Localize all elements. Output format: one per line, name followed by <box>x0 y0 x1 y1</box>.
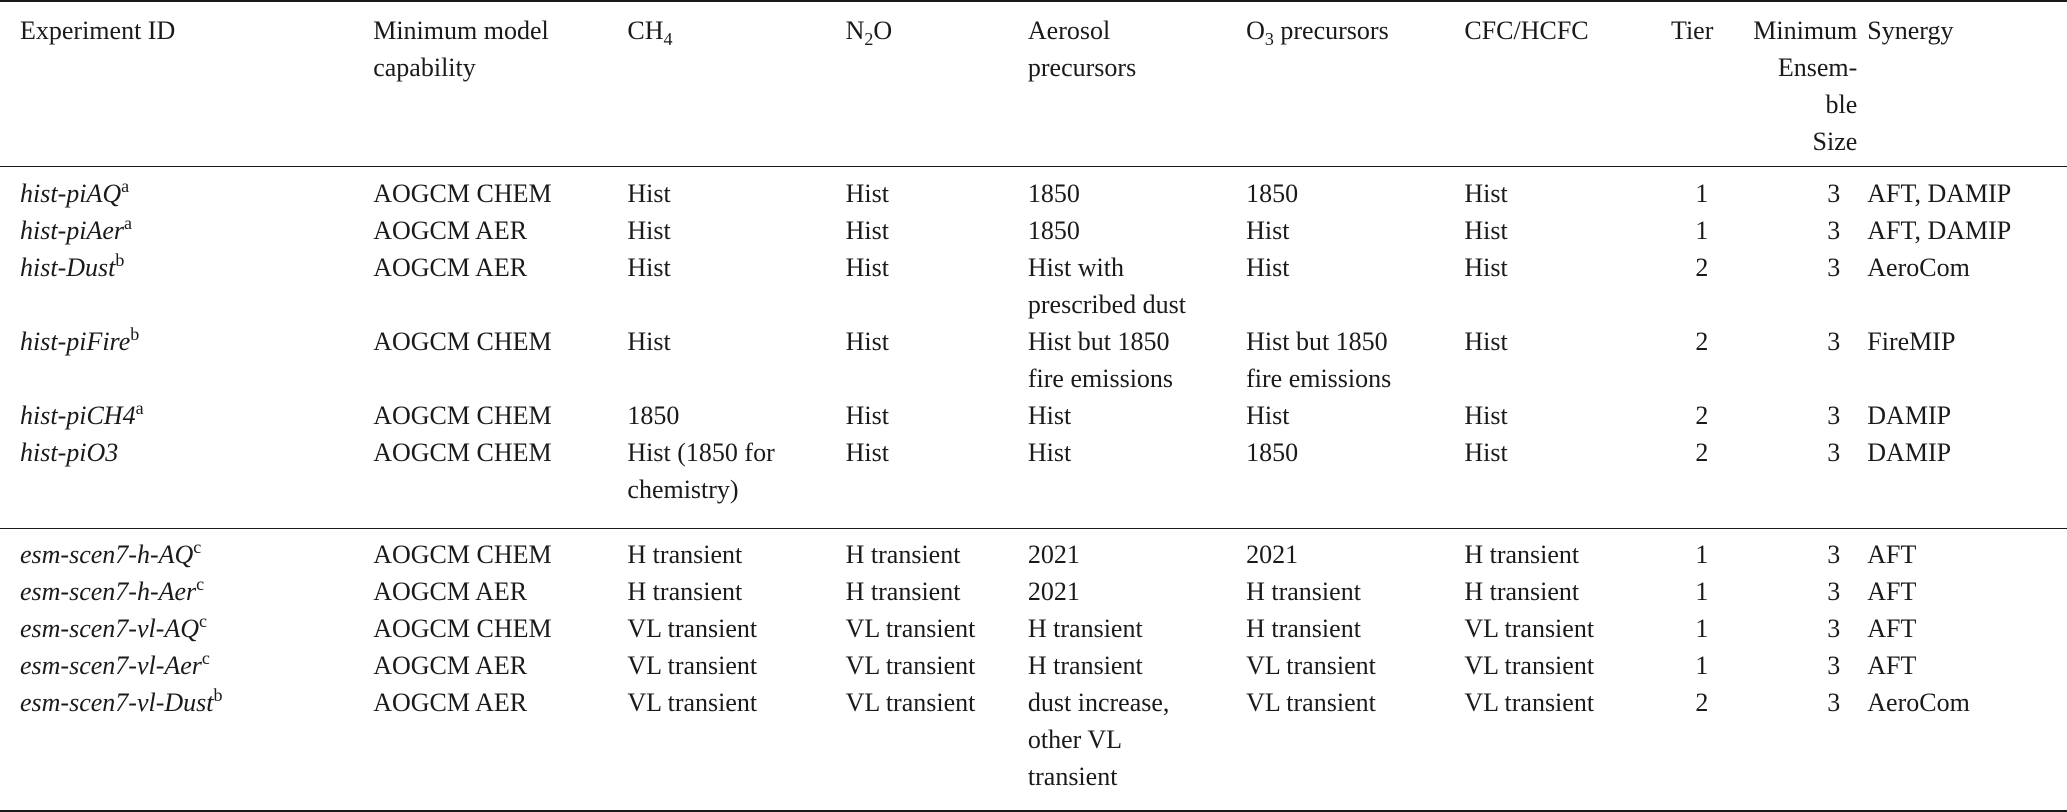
ensemble-size-cell: 3 <box>1827 179 1841 208</box>
tier-cell: 1 <box>1695 216 1709 245</box>
table-row <box>0 323 2067 397</box>
cell-line: VL transient <box>1246 651 1376 680</box>
synergy-cell: AFT, DAMIP <box>1867 216 2012 245</box>
header-model-capability: Minimum model capability <box>373 16 549 82</box>
table-row <box>0 212 2067 249</box>
synergy-cell: AFT, DAMIP <box>1867 179 2012 208</box>
table-row <box>0 684 2067 795</box>
cell-line: Hist but 1850 <box>1027 327 1170 356</box>
aerosol-precursors-cell <box>1028 323 1246 397</box>
cell-line: 2021 <box>1027 540 1080 569</box>
cell-line: VL transient <box>627 614 758 643</box>
ensemble-size-cell: 3 <box>1827 540 1841 569</box>
cfc-hcfc-cell: Hist <box>1464 216 1508 245</box>
ch4-cell <box>627 610 845 647</box>
o3-precursors-cell <box>1246 249 1464 323</box>
cell-line: Hist <box>627 253 671 282</box>
experiment-id: hist-piCH4 <box>20 401 136 430</box>
model-capability-cell: AOGCM CHEM <box>373 179 552 208</box>
cell-line: 2021 <box>1027 577 1080 606</box>
header-synergy: Synergy <box>1867 16 1954 45</box>
ch4-cell <box>627 515 845 573</box>
header-experiment-id: Experiment ID <box>20 16 176 45</box>
o3-precursors-cell <box>1246 684 1464 795</box>
table-row <box>0 160 2067 212</box>
cell-line: Hist <box>627 179 671 208</box>
table-row <box>0 249 2067 323</box>
cell-line: H transient <box>1027 651 1143 680</box>
model-capability-cell: AOGCM AER <box>373 216 528 245</box>
ensemble-size-cell: 3 <box>1827 401 1841 430</box>
tier-cell: 2 <box>1695 327 1709 356</box>
synergy-cell: AFT <box>1867 540 1917 569</box>
o3-precursors-cell <box>1246 573 1464 610</box>
aerosol-precursors-cell <box>1028 249 1246 323</box>
cell-line: Hist <box>1027 438 1072 467</box>
experiment-id: esm-scen7-vl-Dust <box>20 688 214 717</box>
n2o-cell: VL transient <box>845 651 976 680</box>
cell-line: Hist (1850 for <box>627 438 775 467</box>
model-capability-cell: AOGCM CHEM <box>373 438 552 467</box>
aerosol-precursors-cell <box>1028 647 1246 684</box>
n2o-cell: Hist <box>845 401 889 430</box>
experiment-id: esm-scen7-vl-Aer <box>20 651 202 680</box>
table-row <box>0 434 2067 515</box>
experiment-id-cell <box>0 573 373 610</box>
experiment-id-cell <box>0 515 373 573</box>
cell-line: H transient <box>627 577 743 606</box>
cell-line: H transient <box>627 540 743 569</box>
header-aerosol-precursors: Aerosol precursors <box>1027 16 1137 82</box>
n2o-cell: Hist <box>845 216 889 245</box>
footnote-marker: b <box>130 324 140 344</box>
synergy-cell: AFT <box>1867 651 1917 680</box>
cfc-hcfc-cell: Hist <box>1464 179 1508 208</box>
cfc-hcfc-cell: Hist <box>1464 438 1508 467</box>
cell-line: 1850 <box>1246 438 1299 467</box>
cfc-hcfc-cell: VL transient <box>1464 651 1595 680</box>
cell-line: H transient <box>1027 614 1143 643</box>
aerosol-precursors-cell <box>1028 610 1246 647</box>
footnote-marker: c <box>199 611 208 631</box>
header-ch4: $CH_4$ <box>627 16 673 49</box>
experiment-id: esm-scen7-vl-AQ <box>20 614 200 643</box>
cell-line: Hist <box>1246 216 1290 245</box>
experiment-id-cell <box>0 249 373 323</box>
n2o-cell: VL transient <box>845 688 976 717</box>
experiment-id-cell <box>0 684 373 795</box>
cell-line: VL transient <box>1246 688 1376 717</box>
cell-line: Hist <box>1246 401 1290 430</box>
table-row <box>0 573 2067 610</box>
footnote-marker: a <box>135 398 144 418</box>
tier-cell: 1 <box>1695 179 1709 208</box>
experiment-id: hist-piAQ <box>20 179 122 208</box>
footnote-marker: c <box>201 648 210 668</box>
tier-cell: 1 <box>1695 614 1709 643</box>
synergy-cell: AFT <box>1867 614 1917 643</box>
cell-line: Hist with <box>1027 253 1124 282</box>
cell-line: Hist <box>1246 253 1290 282</box>
header-cfc-hcfc: CFC/HCFC <box>1464 16 1589 45</box>
aerosol-precursors-cell <box>1028 212 1246 249</box>
cell-line: H transient <box>1246 577 1361 606</box>
cell-line: 1850 <box>627 401 680 430</box>
experiment-id: esm-scen7-h-AQ <box>20 540 194 569</box>
o3-precursors-cell <box>1246 515 1464 573</box>
header-row <box>0 0 2067 160</box>
cell-line: Hist <box>1027 401 1072 430</box>
model-capability-cell: AOGCM CHEM <box>373 327 552 356</box>
ch4-cell <box>627 647 845 684</box>
n2o-cell: Hist <box>845 438 889 467</box>
n2o-cell: VL transient <box>845 614 976 643</box>
synergy-cell: DAMIP <box>1867 401 1952 430</box>
o3-precursors-cell <box>1246 397 1464 434</box>
o3-precursors-cell <box>1246 647 1464 684</box>
ensemble-size-cell: 3 <box>1827 614 1841 643</box>
n2o-cell: Hist <box>845 327 889 356</box>
footnote-marker: b <box>115 250 125 270</box>
ch4-cell <box>627 160 845 212</box>
cfc-hcfc-cell: VL transient <box>1464 614 1595 643</box>
synergy-cell: AFT <box>1867 577 1917 606</box>
header-o3-precursors: $O_3$ precursors <box>1246 16 1389 49</box>
aerosol-precursors-cell <box>1028 434 1246 515</box>
n2o-cell: H transient <box>845 577 961 606</box>
cell-line: chemistry) <box>627 475 739 504</box>
model-capability-cell: AOGCM AER <box>373 688 528 717</box>
tier-cell: 1 <box>1695 651 1709 680</box>
ensemble-size-cell: 3 <box>1827 577 1841 606</box>
model-capability-cell: AOGCM AER <box>373 577 528 606</box>
cell-line: dust increase, <box>1027 688 1170 717</box>
table-row <box>0 610 2067 647</box>
header-tier: Tier <box>1670 16 1714 45</box>
cell-line: Hist <box>627 216 671 245</box>
experiment-id: hist-Dust <box>20 253 116 282</box>
cfc-hcfc-cell: Hist <box>1464 401 1508 430</box>
experiment-id: hist-piO3 <box>20 438 119 467</box>
table-row <box>0 397 2067 434</box>
synergy-cell: AeroCom <box>1867 253 1970 282</box>
o3-precursors-cell <box>1246 212 1464 249</box>
experiment-id-cell <box>0 212 373 249</box>
experiment-id: hist-piFire <box>20 327 131 356</box>
tier-cell: 1 <box>1695 577 1709 606</box>
cfc-hcfc-cell: VL transient <box>1464 688 1595 717</box>
cell-line: 1850 <box>1027 179 1080 208</box>
ensemble-size-cell: 3 <box>1827 216 1841 245</box>
n2o-cell: Hist <box>845 253 889 282</box>
ch4-cell <box>627 573 845 610</box>
aerosol-precursors-cell <box>1028 160 1246 212</box>
model-capability-cell: AOGCM AER <box>373 651 528 680</box>
cell-line: VL transient <box>627 651 758 680</box>
ensemble-size-cell: 3 <box>1827 327 1841 356</box>
table-row <box>0 647 2067 684</box>
ch4-cell <box>627 434 845 515</box>
cell-line: VL transient <box>627 688 758 717</box>
aerosol-precursors-cell <box>1028 515 1246 573</box>
cell-line: 2021 <box>1246 540 1299 569</box>
cell-line: 1850 <box>1246 179 1299 208</box>
footnote-marker: a <box>124 213 132 233</box>
model-capability-cell: AOGCM CHEM <box>373 614 552 643</box>
aerosol-precursors-cell <box>1028 684 1246 795</box>
cfc-hcfc-cell: Hist <box>1464 327 1508 356</box>
experiment-id-cell <box>0 397 373 434</box>
synergy-cell: FireMIP <box>1867 327 1956 356</box>
cell-line: fire emissions <box>1246 364 1392 393</box>
n2o-cell: Hist <box>845 179 889 208</box>
tier-cell: 2 <box>1695 438 1709 467</box>
table-row <box>0 515 2067 573</box>
experiment-id: hist-piAer <box>20 216 124 245</box>
table-header <box>0 0 2067 160</box>
n2o-cell: H transient <box>845 540 961 569</box>
cell-line: prescribed dust <box>1027 290 1187 319</box>
cfc-hcfc-cell: H transient <box>1464 577 1580 606</box>
experiment-id-cell <box>0 647 373 684</box>
cell-line: transient <box>1027 762 1118 791</box>
o3-precursors-cell <box>1246 610 1464 647</box>
o3-precursors-cell <box>1246 323 1464 397</box>
cell-line: 1850 <box>1027 216 1080 245</box>
cell-line: H transient <box>1246 614 1361 643</box>
synergy-cell: AeroCom <box>1867 688 1970 717</box>
cell-line: fire emissions <box>1027 364 1174 393</box>
experiment-id-cell <box>0 160 373 212</box>
ensemble-size-cell: 3 <box>1827 253 1841 282</box>
cfc-hcfc-cell: H transient <box>1464 540 1580 569</box>
ensemble-size-cell: 3 <box>1827 688 1841 717</box>
aerosol-precursors-cell <box>1028 397 1246 434</box>
tier-cell: 1 <box>1695 540 1709 569</box>
experiment-id: esm-scen7-h-Aer <box>20 577 197 606</box>
footnote-marker: b <box>213 685 223 705</box>
tier-cell: 2 <box>1695 253 1709 282</box>
header-min-ensemble-size: Minimum Ensem- ble Size <box>1753 16 1858 156</box>
ch4-cell <box>627 684 845 795</box>
cell-line: Hist <box>627 327 671 356</box>
experiment-id-cell <box>0 610 373 647</box>
synergy-cell: DAMIP <box>1867 438 1952 467</box>
ch4-cell <box>627 397 845 434</box>
o3-precursors-cell <box>1246 160 1464 212</box>
footnote-marker: c <box>193 537 202 557</box>
cell-line: other VL <box>1027 725 1123 754</box>
scenario-experiments-group <box>0 515 2067 795</box>
ch4-cell <box>627 323 845 397</box>
model-capability-cell: AOGCM AER <box>373 253 528 282</box>
tier-cell: 2 <box>1695 401 1709 430</box>
ensemble-size-cell: 3 <box>1827 651 1841 680</box>
footnote-marker: a <box>121 176 130 196</box>
experiment-id-cell <box>0 323 373 397</box>
ch4-cell <box>627 212 845 249</box>
model-capability-cell: AOGCM CHEM <box>373 401 552 430</box>
footnote-marker: c <box>196 574 205 594</box>
tier-cell: 2 <box>1695 688 1709 717</box>
experiment-id-cell <box>0 434 373 515</box>
historical-experiments-group <box>0 160 2067 515</box>
header-n2o: $N_2O$ <box>845 16 893 49</box>
model-capability-cell: AOGCM CHEM <box>373 540 552 569</box>
cell-line: Hist but 1850 <box>1246 327 1388 356</box>
ch4-cell <box>627 249 845 323</box>
aerosol-precursors-cell <box>1028 573 1246 610</box>
ensemble-size-cell: 3 <box>1827 438 1841 467</box>
cfc-hcfc-cell: Hist <box>1464 253 1508 282</box>
o3-precursors-cell <box>1246 434 1464 515</box>
